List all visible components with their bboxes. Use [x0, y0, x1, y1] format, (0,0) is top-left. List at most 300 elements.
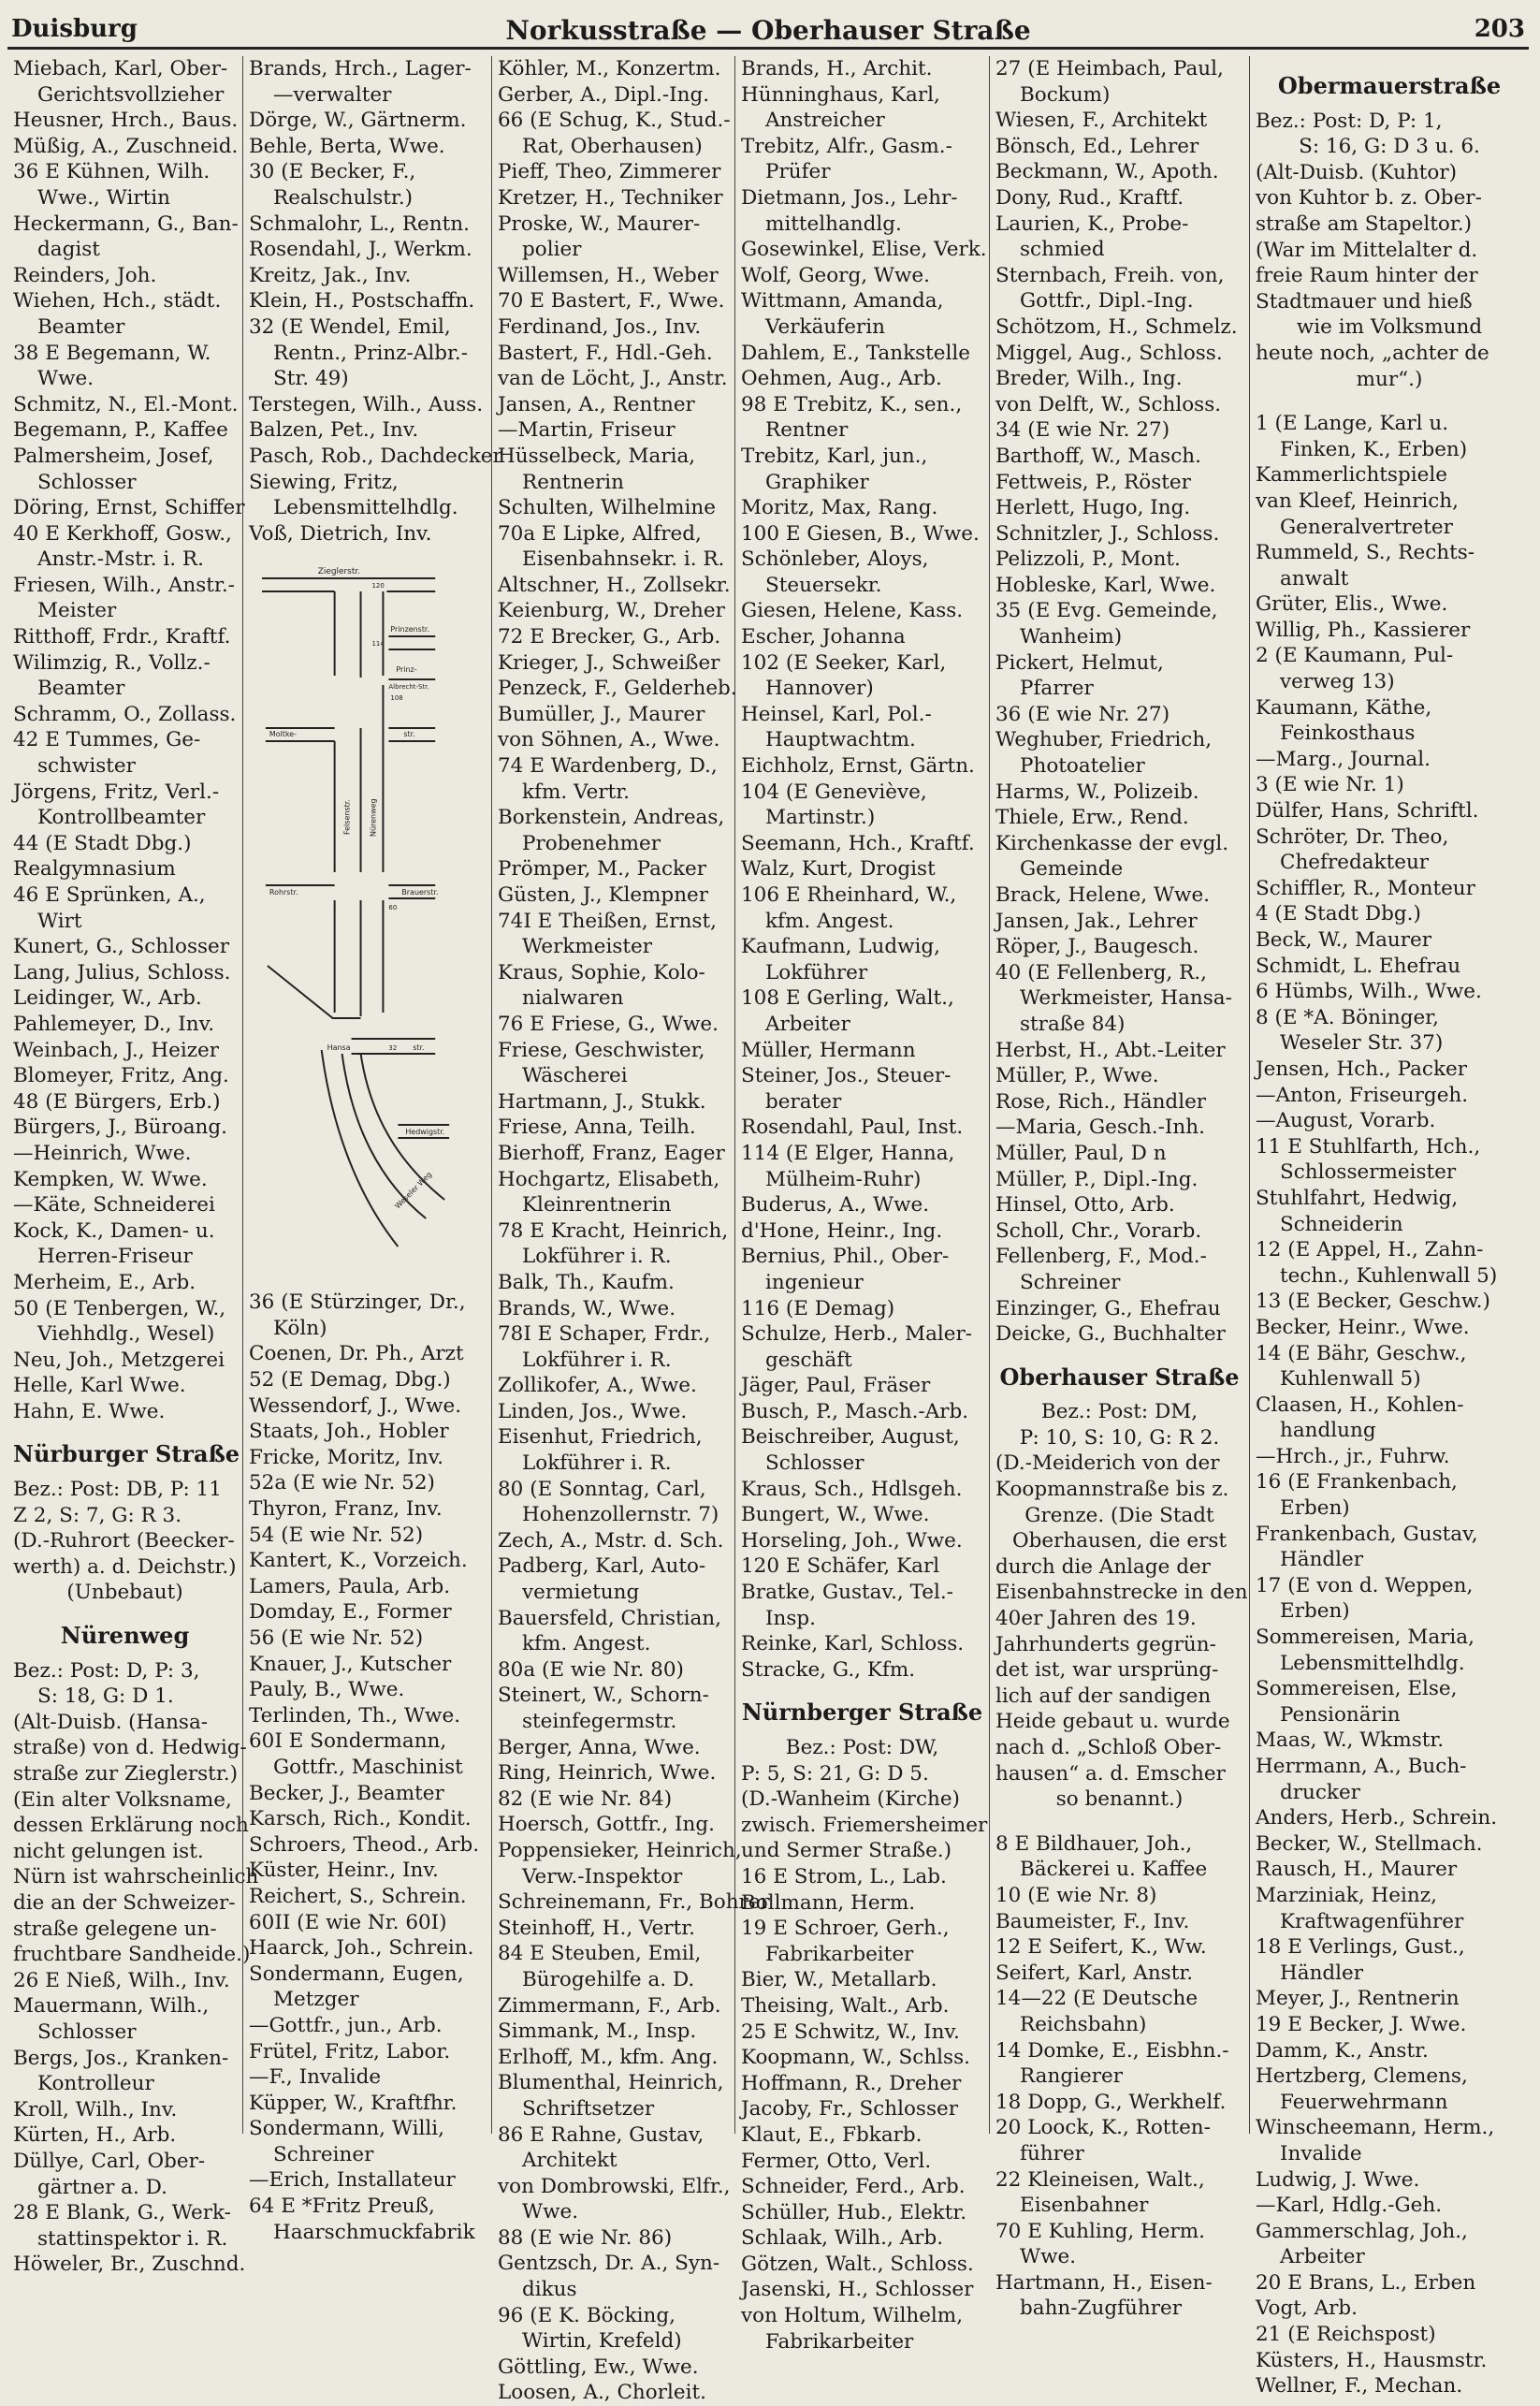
- directory-entry-line: Weinbach, J., Heizer: [13, 1038, 220, 1062]
- directory-entry-line: Müller, P., Dipl.-Ing.: [995, 1167, 1199, 1191]
- directory-entry-line: Schötzom, H., Schmelz.: [995, 314, 1238, 339]
- directory-entry-line: Wanheim): [1020, 625, 1123, 649]
- directory-entry-line: Hüsselbeck, Maria,: [498, 444, 696, 468]
- directory-entry-line: Kantert, K., Vorzeich.: [249, 1549, 468, 1573]
- directory-entry-line: Bez.: Post: DW,: [785, 1736, 939, 1759]
- directory-entry-line: Rentner: [765, 418, 849, 443]
- directory-entry-line: Hannover): [765, 677, 874, 701]
- directory-entry-line: 34 (E wie Nr. 27): [995, 418, 1170, 443]
- directory-entry-line: ingenieur: [765, 1270, 864, 1294]
- directory-entry-line: Rose, Rich., Händler: [995, 1089, 1207, 1114]
- directory-entry-line: Stracke, G., Kfm.: [741, 1657, 916, 1682]
- directory-entry-line: wie im Volksmund: [1296, 315, 1483, 340]
- directory-entry-line: Koopmannstraße bis z.: [995, 1478, 1229, 1502]
- directory-entry-line: Buderus, A., Wwe.: [741, 1193, 930, 1218]
- directory-entry-line: Blomeyer, Fritz, Ang.: [13, 1064, 229, 1088]
- directory-entry-line: Bungert, W., Wwe.: [741, 1503, 930, 1527]
- directory-entry-line: Röper, J., Baugesch.: [995, 935, 1199, 959]
- directory-entry-line: dagist: [37, 238, 100, 262]
- directory-entry-line: Schiffler, R., Monteur: [1256, 876, 1475, 900]
- directory-entry-line: Voß, Dietrich, Inv.: [249, 521, 432, 546]
- directory-entry-line: Reichert, S., Schrein.: [249, 1884, 467, 1908]
- directory-entry-line: Kempken, W. Wwe.: [13, 1167, 208, 1191]
- directory-entry-line: Kuhlenwall 5): [1280, 1367, 1421, 1392]
- directory-entry-line: Fricke, Moritz, Inv.: [249, 1445, 444, 1469]
- directory-entry-line: Köhler, M., Konzertm.: [498, 57, 721, 80]
- directory-entry-line: straße am Stapeltor.): [1256, 211, 1472, 236]
- directory-entry-line: drucker: [1280, 1780, 1360, 1804]
- directory-entry-line: 8 E Bildhauer, Joh.,: [995, 1831, 1193, 1856]
- directory-entry-line: 36 E Kühnen, Wilh.: [13, 160, 211, 184]
- directory-entry-line: Schnitzler, J., Schloss.: [995, 521, 1220, 546]
- directory-entry-line: 6 Hümbs, Wilh., Wwe.: [1256, 980, 1482, 1004]
- directory-entry-line: —verwalter: [273, 82, 392, 107]
- directory-entry-line: Fettweis, P., Röster: [995, 470, 1191, 494]
- directory-entry-line: 102 (E Seeker, Karl,: [741, 650, 947, 675]
- directory-entry-line: van de Löcht, J., Anstr.: [498, 367, 728, 391]
- directory-entry-line: zwisch. Friemersheimer: [741, 1813, 988, 1837]
- directory-entry-line: Siewing, Fritz,: [249, 470, 399, 494]
- directory-entry-line: Nürn ist wahrscheinlich: [13, 1865, 259, 1889]
- directory-entry-line: Grenze. (Die Stadt: [1024, 1503, 1214, 1527]
- directory-entry-line: Erben): [1280, 1496, 1350, 1521]
- directory-entry-line: Schreinemann, Fr., Bohrer: [498, 1890, 770, 1915]
- directory-entry-line: Anstr.-Mstr. i. R.: [37, 547, 204, 572]
- directory-entry-line: Eisenbahner: [1020, 2194, 1149, 2218]
- directory-entry-line: 88 (E wie Nr. 86): [498, 2225, 673, 2250]
- directory-entry-line: Beamter: [37, 677, 125, 701]
- directory-entry-line: Krieger, J., Schweißer: [498, 650, 720, 675]
- directory-entry-line: Klein, H., Postschaffn.: [249, 289, 475, 314]
- directory-entry-line: —Gottfr., jun., Arb.: [249, 2013, 443, 2037]
- directory-entry-line: Hoersch, Gottfr., Ing.: [498, 1813, 715, 1837]
- directory-entry-line: Schmitz, N., El.-Mont.: [13, 392, 239, 416]
- directory-entry-line: 56 (E wie Nr. 52): [249, 1626, 424, 1650]
- directory-entry-line: Bernius, Phil., Ober-: [741, 1245, 950, 1269]
- directory-entry-line: freie Raum hinter der: [1256, 264, 1478, 288]
- directory-entry-line: 12 (E Appel, H., Zahn-: [1256, 1238, 1484, 1262]
- directory-entry-line: 22 Kleineisen, Walt.,: [995, 2167, 1205, 2192]
- directory-entry-line: dessen Erklärung noch: [13, 1814, 249, 1838]
- directory-entry-line: Anders, Herb., Schrein.: [1256, 1806, 1498, 1830]
- directory-entry-line: Willemsen, H., Weber: [498, 263, 719, 287]
- directory-entry-line: Moritz, Max, Rang.: [741, 496, 938, 520]
- directory-entry-line: Schlosser: [37, 2020, 137, 2044]
- directory-entry-line: Anstreicher: [765, 109, 885, 133]
- directory-entry-line: Wwe.: [1020, 2245, 1077, 2269]
- directory-entry-line: Schriftsetzer: [522, 2096, 655, 2121]
- directory-entry-line: Wiehen, Hch., städt.: [13, 289, 222, 314]
- directory-entry-line: Verkäuferin: [765, 314, 885, 339]
- directory-entry-line: Lamers, Paula, Arb.: [249, 1574, 451, 1598]
- directory-entry-line: Rangierer: [1020, 2064, 1123, 2089]
- directory-entry-line: 11 E Stuhlfarth, Hch.,: [1256, 1134, 1481, 1159]
- directory-entry-line: 74I E Theißen, Ernst,: [498, 909, 717, 933]
- directory-entry-line: Kaumann, Käthe,: [1256, 695, 1432, 720]
- directory-entry-line: 13 (E Becker, Geschw.): [1256, 1290, 1490, 1314]
- directory-entry-line: 104 (E Geneviève,: [741, 780, 927, 804]
- directory-entry-line: Leidinger, W., Arb.: [13, 986, 202, 1011]
- directory-entry-line: Kock, K., Damen- u.: [13, 1218, 215, 1243]
- directory-entry-line: 36 (E Stürzinger, Dr.,: [249, 1290, 466, 1315]
- directory-entry-line: Dietmann, Jos., Lehr-: [741, 185, 958, 210]
- directory-entry-line: Architekt: [522, 2149, 617, 2173]
- directory-entry-line: P: 5, S: 21, G: D 5.: [741, 1761, 929, 1786]
- directory-entry-line: Bäckerei u. Kaffee: [1020, 1858, 1208, 1882]
- column-3: [492, 56, 770, 2405]
- directory-entry-line: Schüller, Hub., Elektr.: [741, 2200, 967, 2224]
- directory-entry-line: 10 (E wie Nr. 8): [995, 1883, 1157, 1907]
- directory-entry-line: Götzen, Walt., Schloss.: [741, 2252, 974, 2276]
- directory-entry-line: Becker, J., Beamter: [249, 1781, 444, 1805]
- directory-entry-line: Müller, Paul, D n: [995, 1141, 1167, 1165]
- directory-entry-line: Poppensieker, Heinrich,: [498, 1838, 742, 1862]
- directory-entry-line: Bollmann, Herm.: [741, 1890, 916, 1915]
- directory-entry-line: Wellner, F., Mechan.: [1256, 2374, 1463, 2399]
- directory-entry-line: Bez.: Post: DB, P: 11: [13, 1478, 222, 1502]
- directory-entry-line: Palmersheim, Josef,: [13, 444, 214, 468]
- directory-entry-line: Köln): [273, 1316, 327, 1340]
- directory-entry-line: Penzeck, F., Gelderheb.: [498, 677, 737, 701]
- directory-entry-line: von Dombrowski, Elfr.,: [498, 2174, 731, 2198]
- directory-entry-line: und Sermer Straße.): [741, 1839, 952, 1863]
- directory-entry-line: Schlosser: [37, 470, 137, 494]
- directory-entry-line: lich auf der sandigen: [995, 1684, 1212, 1708]
- directory-entry-line: Rentnerin: [522, 470, 624, 494]
- directory-entry-line: (War im Mittelalter d.: [1256, 238, 1478, 262]
- directory-entry-line: Verw.-Inspektor: [522, 1864, 683, 1888]
- map-label-prinzenstr: Prinzenstr.: [390, 625, 430, 634]
- directory-entry-line: S: 16, G: D 3 u. 6.: [1299, 135, 1480, 159]
- directory-entry-line: Beck, W., Maurer: [1256, 928, 1432, 952]
- column-2-bottom-entries: [249, 1290, 486, 2245]
- directory-entry-line: 50 (E Tenbergen, W.,: [13, 1296, 226, 1320]
- directory-entry-line: die an der Schweizer-: [13, 1890, 236, 1915]
- directory-entry-line: Merheim, E., Arb.: [13, 1270, 196, 1294]
- directory-entry-line: Steinhoff, H., Vertr.: [498, 1916, 695, 1940]
- header-city: Duisburg: [11, 15, 138, 43]
- directory-entry-line: Gosewinkel, Elise, Verk.: [741, 238, 987, 262]
- directory-entry-line: Bürogehilfe a. D.: [522, 1967, 695, 1991]
- directory-entry-line: straße gelegene un-: [13, 1917, 217, 1941]
- directory-entry-line: Steinert, W., Schorn-: [498, 1684, 709, 1708]
- directory-entry-line: Müßig, A., Zuschneid.: [13, 134, 239, 158]
- directory-entry-line: Busch, P., Masch.-Arb.: [741, 1399, 969, 1423]
- directory-entry-line: 84 E Steuben, Emil,: [498, 1942, 702, 1966]
- directory-entry-line: (D.-Ruhrort (Beecker-: [13, 1529, 235, 1553]
- directory-entry-line: Schmidt, L. Ehefrau: [1256, 954, 1461, 978]
- directory-entry-line: Invalide: [1280, 2141, 1362, 2165]
- directory-entry-line: Prömper, M., Packer: [498, 857, 707, 882]
- directory-entry-line: Erlhoff, M., kfm. Ang.: [498, 2045, 719, 2069]
- directory-entry-line: Photoatelier: [1020, 754, 1145, 779]
- directory-entry-line: Wwe.: [37, 367, 94, 391]
- directory-entry-line: Ludwig, J. Wwe.: [1256, 2167, 1420, 2192]
- directory-entry-line: Heinsel, Karl, Pol.-: [741, 702, 932, 726]
- directory-entry-line: Hohenzollernstr. 7): [522, 1503, 719, 1527]
- directory-entry-line: 17 (E von d. Weppen,: [1256, 1573, 1474, 1597]
- directory-entry-line: Kunert, G., Schlosser: [13, 935, 230, 959]
- directory-entry-line: 70 E Kuhling, Herm.: [995, 2219, 1206, 2243]
- directory-entry-line: Blumenthal, Heinrich,: [498, 2071, 724, 2095]
- directory-entry-line: bahn-Zugführer: [1020, 2297, 1183, 2321]
- directory-entry-line: 108 E Gerling, Walt.,: [741, 986, 954, 1011]
- directory-entry-line: Jasenski, H., Schlosser: [741, 2278, 974, 2302]
- directory-entry-line: Steuersekr.: [765, 573, 882, 597]
- directory-entry-line: Pasch, Rob., Dachdecker: [249, 444, 502, 468]
- directory-entry-line: geschäft: [765, 1348, 852, 1372]
- directory-entry-line: nicht gelungen ist.: [13, 1839, 204, 1863]
- directory-entry-line: 14 Domke, E., Eisbhn.-: [995, 2038, 1229, 2063]
- directory-entry-line: Schramm, O., Zollass.: [13, 702, 237, 726]
- directory-entry-line: Feinkosthaus: [1280, 722, 1416, 746]
- directory-entry-line: Döring, Ernst, Schiffer: [13, 496, 245, 520]
- street-map: [249, 563, 486, 1275]
- directory-entry-line: Bez.: Post: D, P: 3,: [13, 1658, 200, 1683]
- directory-entry-line: Bez.: Post: D, P: 1,: [1256, 109, 1443, 133]
- directory-entry-line: Horseling, Joh., Wwe.: [741, 1528, 963, 1553]
- directory-entry-line: [995, 1813, 1243, 1831]
- directory-entry-line: Dahlem, E., Tankstelle: [741, 341, 970, 365]
- directory-entry-line: stattinspektor i. R.: [37, 2226, 228, 2251]
- directory-entry-line: Gottfr., Maschinist: [273, 1755, 463, 1779]
- directory-entry-line: 78I E Schaper, Frdr.,: [498, 1322, 711, 1347]
- directory-entry-line: Eisenhut, Friedrich,: [498, 1425, 703, 1450]
- directory-entry-line: Realschulstr.): [273, 185, 414, 210]
- column-2: [243, 56, 502, 2244]
- directory-entry-line: 48 (E Bürgers, Erb.): [13, 1089, 221, 1114]
- directory-entry-line: Damm, K., Anstr.: [1256, 2038, 1429, 2063]
- directory-entry-line: 25 E Schwitz, W., Inv.: [741, 2020, 960, 2044]
- map-road-curve: [322, 1050, 399, 1247]
- directory-entry-line: Trebitz, Alfr., Gasm.-: [741, 134, 952, 158]
- directory-entry-line: Schroers, Theod., Arb.: [249, 1832, 480, 1857]
- directory-entry-line: Trebitz, Karl, jun.,: [741, 444, 928, 468]
- directory-entry-line: Gerichtsvollzieher: [37, 82, 225, 107]
- directory-entry-line: Werkmeister: [522, 935, 653, 959]
- directory-entry-line: Prüfer: [765, 160, 831, 184]
- directory-entry-line: —Maria, Gesch.-Inh.: [995, 1116, 1205, 1140]
- directory-entry-line: Wessendorf, J., Wwe.: [249, 1393, 462, 1418]
- directory-entry-line: gärtner a. D.: [37, 2175, 167, 2199]
- street-heading: Nürenweg: [60, 1622, 190, 1650]
- directory-entry-line: Sondermann, Eugen,: [249, 1961, 464, 1986]
- directory-entry-line: —Martin, Friseur: [498, 418, 676, 443]
- directory-entry-line: Vogt, Arb.: [1256, 2297, 1358, 2321]
- map-label-nuerenweg: Nürenweg: [369, 798, 378, 838]
- directory-entry-line: Brands, Hrch., Lager-: [249, 57, 472, 80]
- street-heading: Obermauerstraße: [1277, 72, 1502, 99]
- directory-entry-line: Fermer, Otto, Verl.: [741, 2149, 932, 2173]
- directory-entry-line: straße 84): [1020, 1012, 1126, 1036]
- directory-entry-line: so benannt.): [1055, 1787, 1184, 1812]
- column-2-top-entries: [249, 56, 502, 547]
- directory-entry-line: Gerber, A., Dipl.-Ing.: [498, 82, 710, 107]
- directory-entry-line: Dörge, W., Gärtnerm.: [249, 109, 467, 133]
- directory-entry-line: von Holtum, Wilhelm,: [741, 2304, 964, 2328]
- directory-entry-line: Jäger, Paul, Fräser: [741, 1374, 931, 1398]
- directory-entry-line: Gemeinde: [1020, 857, 1124, 882]
- directory-entry-line: det ist, war ursprüng-: [995, 1658, 1219, 1683]
- directory-entry-line: Mauermann, Wilh.,: [13, 1994, 210, 2019]
- street-heading: Nürnberger Straße: [741, 1699, 983, 1727]
- directory-entry-line: Gentzsch, Dr. A., Syn-: [498, 2252, 720, 2276]
- directory-entry-line: Eisenbahnstrecke in den: [995, 1581, 1248, 1605]
- directory-entry-line: Düllye, Carl, Ober-: [13, 2149, 206, 2173]
- directory-entry-line: 21 (E Reichspost): [1256, 2323, 1436, 2347]
- directory-entry-line: schmied: [1020, 238, 1105, 262]
- directory-entry-line: Baumeister, F., Inv.: [995, 1909, 1190, 1933]
- directory-entry-line: Erben): [1280, 1599, 1350, 1624]
- directory-entry-line: Wwe., Wirtin: [37, 185, 170, 210]
- directory-entry-line: Kraus, Sophie, Kolo-: [498, 960, 705, 984]
- directory-entry-line: Weseler Str. 37): [1280, 1031, 1444, 1056]
- directory-entry-line: Kaufmann, Ludwig,: [741, 935, 941, 959]
- directory-entry-line: Str. 49): [273, 367, 349, 391]
- directory-entry-line: 4 (E Stadt Dbg.): [1256, 902, 1421, 926]
- directory-entry-line: Bez.: Post: DM,: [1040, 1400, 1199, 1424]
- directory-entry-line: Kraus, Sch., Hdlsgeh.: [741, 1477, 963, 1501]
- directory-entry-line: Herrmann, A., Buch-: [1256, 1755, 1467, 1778]
- directory-entry-line: Padberg, Karl, Auto-: [498, 1554, 706, 1579]
- directory-entry-line: (D.-Wanheim (Kirche): [741, 1787, 960, 1812]
- directory-entry-line: Helle, Karl Wwe.: [13, 1374, 186, 1398]
- directory-entry-line: Händler: [1280, 1961, 1364, 1985]
- directory-entry-line: 74 E Wardenberg, D.,: [498, 754, 718, 779]
- directory-entry-line: Herren-Friseur: [37, 1245, 193, 1269]
- directory-entry-line: Kammerlichtspiele: [1256, 463, 1447, 488]
- directory-entry-line: Bergs, Jos., Kranken-: [13, 2046, 229, 2070]
- directory-entry-line: 54 (E wie Nr. 52): [249, 1523, 424, 1547]
- directory-entry-line: 2 (E Kaumann, Pul-: [1256, 644, 1454, 668]
- directory-entry-line: Küsters, H., Hausmstr.: [1256, 2348, 1488, 2372]
- directory-entry-line: verweg 13): [1280, 670, 1395, 694]
- directory-entry-line: Sommereisen, Else,: [1256, 1677, 1458, 1701]
- directory-entry-line: Barthoff, W., Masch.: [995, 444, 1201, 468]
- directory-entry-line: von Kuhtor b. z. Ober-: [1256, 186, 1482, 211]
- directory-entry-line: —F., Invalide: [249, 2065, 382, 2090]
- directory-entry-line: 82 (E wie Nr. 84): [498, 1786, 673, 1811]
- directory-entry-line: Werkmeister, Hansa-: [1020, 986, 1232, 1011]
- directory-entry-line: Becker, W., Stellmach.: [1256, 1831, 1483, 1856]
- directory-entry-line: Hochgartz, Elisabeth,: [498, 1167, 720, 1191]
- directory-entry-line: Grüter, Elis., Wwe.: [1256, 592, 1448, 617]
- directory-entry-line: anwalt: [1280, 566, 1349, 591]
- directory-entry-line: Friesen, Wilh., Anstr.-: [13, 573, 235, 597]
- directory-entry-line: —Käte, Schneiderei: [13, 1193, 215, 1218]
- directory-entry-line: Hobleske, Karl, Wwe.: [995, 573, 1216, 597]
- directory-entry-line: Schulten, Wilhelmine: [498, 496, 716, 520]
- directory-entry-line: Müller, P., Wwe.: [995, 1064, 1159, 1088]
- directory-entry-line: Metzger: [273, 1988, 359, 2012]
- directory-entry-line: führer: [1020, 2141, 1084, 2165]
- directory-entry-line: Terlinden, Th., Wwe.: [249, 1703, 461, 1728]
- directory-entry-line: 8 (E *A. Böninger,: [1256, 1005, 1439, 1029]
- directory-entry-line: Hahn, E. Wwe.: [13, 1399, 166, 1423]
- directory-entry-line: Wilimzig, R., Vollz.-: [13, 650, 211, 675]
- directory-entry-line: Fabrikarbeiter: [765, 2329, 914, 2354]
- directory-entry-line: straße) von d. Hedwig-: [13, 1736, 247, 1760]
- directory-entry-line: Behle, Berta, Wwe.: [249, 134, 445, 158]
- directory-entry-line: (Unbebaut): [66, 1581, 183, 1605]
- directory-entry-line: Hinsel, Otto, Arb.: [995, 1193, 1175, 1218]
- directory-entry-line: (Alt-Duisb. (Hansa-: [13, 1710, 209, 1734]
- directory-entry-line: 100 E Giesen, B., Wwe.: [741, 521, 980, 546]
- directory-entry-line: Laurien, K., Probe-: [995, 211, 1189, 236]
- directory-entry-line: Kontrollbeamter: [37, 806, 206, 830]
- directory-entry-line: Bockum): [1020, 82, 1111, 107]
- directory-entry-line: 98 E Trebitz, K., sen.,: [741, 392, 963, 416]
- directory-entry-line: Pahlemeyer, D., Inv.: [13, 1012, 215, 1036]
- directory-columns: [7, 56, 1529, 2405]
- directory-entry-line: Arbeiter: [1280, 2245, 1365, 2269]
- directory-entry-line: Weghuber, Friedrich,: [995, 728, 1213, 752]
- directory-entry-line: Wirt: [37, 909, 82, 933]
- directory-entry-line: Stuhlfahrt, Hedwig,: [1256, 1186, 1459, 1210]
- map-label-hedwigstr: Hedwigstr.: [405, 1128, 445, 1137]
- directory-entry-line: Seemann, Hch., Kraftf.: [741, 831, 975, 855]
- directory-entry-line: mittelhandlg.: [765, 211, 902, 236]
- directory-entry-line: Kontrolleur: [37, 2072, 154, 2096]
- directory-entry-line: Berger, Anna, Wwe.: [498, 1735, 701, 1759]
- street-heading: Nürburger Straße: [13, 1440, 240, 1468]
- directory-entry-line: Stadtmauer und hieß: [1256, 289, 1473, 314]
- directory-entry-line: Frütel, Fritz, Labor.: [249, 2039, 451, 2063]
- directory-entry-line: Kretzer, H., Techniker: [498, 185, 723, 210]
- directory-entry-line: Bönsch, Ed., Lehrer: [995, 134, 1199, 158]
- directory-entry-line: 80a (E wie Nr. 80): [498, 1657, 684, 1682]
- directory-entry-line: kfm. Vertr.: [522, 780, 630, 804]
- directory-entry-line: 60I E Sondermann,: [249, 1729, 447, 1754]
- directory-entry-line: Jahrhunderts gegrün-: [995, 1632, 1216, 1656]
- directory-entry-line: Kreitz, Jak., Inv.: [249, 263, 412, 287]
- directory-entry-line: Beamter: [37, 314, 125, 339]
- directory-entry-line: Oehmen, Aug., Arb.: [741, 367, 942, 391]
- directory-entry-line: durch die Anlage der: [995, 1554, 1211, 1579]
- map-label-prinz: Prinz-: [396, 665, 417, 675]
- directory-entry-line: Göttling, Ew., Wwe.: [498, 2355, 699, 2379]
- directory-entry-line: Ferdinand, Jos., Inv.: [498, 314, 702, 339]
- directory-entry-line: Brands, H., Archit.: [741, 57, 933, 80]
- directory-entry-line: Fabrikarbeiter: [765, 1942, 914, 1966]
- directory-entry-line: Becker, Heinr., Wwe.: [1256, 1315, 1470, 1339]
- directory-entry-line: Koopmann, W., Schlss.: [741, 2046, 970, 2070]
- directory-entry-line: kfm. Angest.: [765, 909, 894, 933]
- directory-entry-line: Lebensmittelhdlg.: [1280, 1651, 1465, 1675]
- directory-entry-line: Zimmermann, F., Arb.: [498, 1993, 721, 2018]
- directory-entry-line: 16 (E Frankenbach,: [1256, 1470, 1458, 1495]
- directory-entry-line: hausen“ a. d. Emscher: [995, 1761, 1226, 1786]
- directory-entry-line: Müller, Hermann: [741, 1038, 916, 1062]
- directory-entry-line: Hartmann, H., Eisen-: [995, 2270, 1213, 2295]
- directory-entry-line: Jacoby, Fr., Schlosser: [741, 2097, 958, 2122]
- directory-entry-line: straße zur Zieglerstr.): [13, 1762, 238, 1786]
- directory-entry-line: Schreiner: [1020, 1270, 1121, 1294]
- directory-entry-line: Lebensmittelhdlg.: [273, 496, 458, 520]
- directory-entry-line: Thiele, Erw., Rend.: [995, 806, 1189, 830]
- directory-entry-line: Loosen, A., Chorleit.: [498, 2381, 706, 2405]
- directory-entry-line: Coenen, Dr. Ph., Arzt: [249, 1342, 464, 1366]
- directory-entry-line: Feuerwehrmann: [1280, 2090, 1448, 2114]
- directory-entry-line: Miggel, Aug., Schloss.: [995, 341, 1223, 365]
- directory-entry-line: Brands, W., Wwe.: [498, 1296, 676, 1320]
- directory-entry-line: Thyron, Franz, Inv.: [249, 1497, 443, 1522]
- directory-entry-line: —Karl, Hdlg.-Geh.: [1256, 2194, 1443, 2218]
- directory-entry-line: 80 (E Sonntag, Carl,: [498, 1477, 706, 1501]
- directory-entry-line: 18 E Verlings, Gust.,: [1256, 1935, 1465, 1960]
- directory-entry-line: von Söhnen, A., Wwe.: [498, 728, 720, 752]
- directory-entry-line: 38 E Begemann, W.: [13, 341, 211, 365]
